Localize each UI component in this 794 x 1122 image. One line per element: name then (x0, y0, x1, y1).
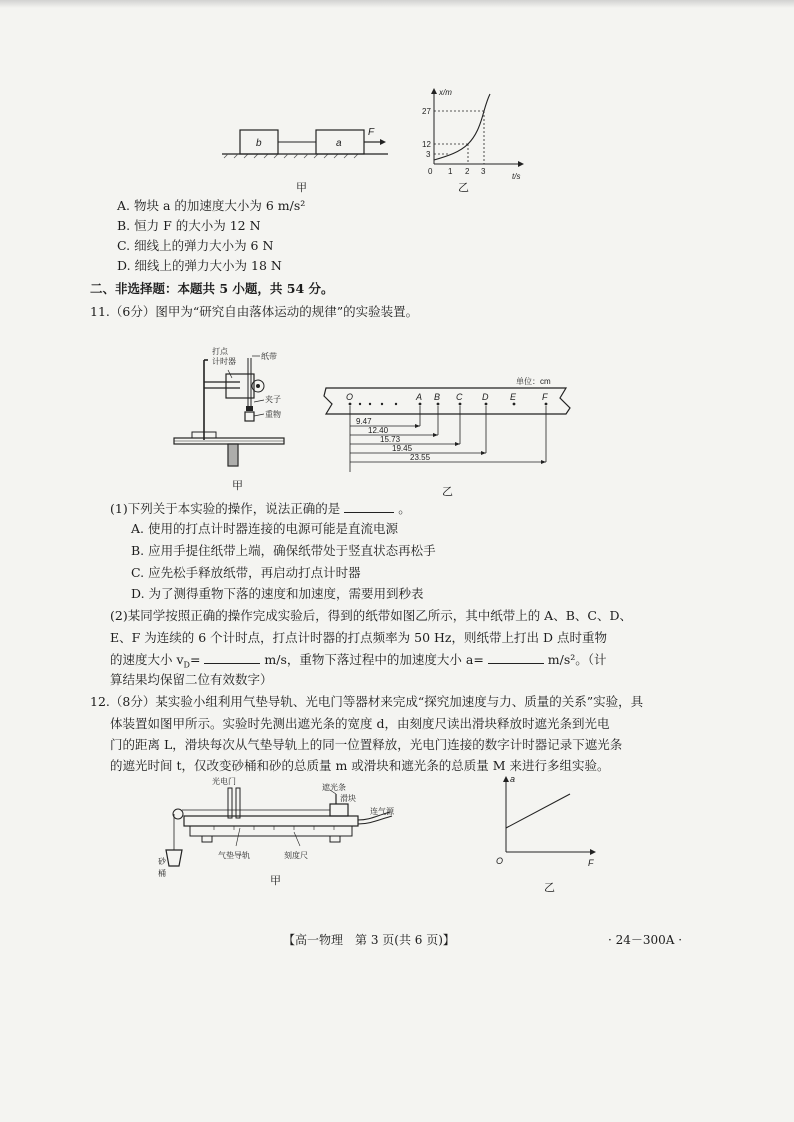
fig-xt-graph (418, 86, 530, 186)
label-rail: 气垫导轨 (218, 851, 250, 860)
q11-part2-line2: E、F 为连续的 6 个计时点，打点计时器的打点频率为 50 Hz，则纸带上打出 D 点时重物 (110, 630, 607, 645)
section-2-heading: 二、非选择题：本题共 5 小题，共 54 分。 (90, 281, 334, 296)
label-sand: 砂 (158, 857, 166, 866)
q11-part1-line (110, 500, 411, 517)
graph-ytick-3: 3 (426, 150, 431, 159)
tape-point-d: D (482, 392, 489, 402)
graph-xtick-1: 1 (448, 167, 453, 176)
graph-ytick-12: 12 (422, 140, 431, 149)
label-b: b (256, 138, 262, 149)
caption-yi-top: 乙 (458, 181, 469, 194)
label-photogate: 光电门 (212, 777, 236, 786)
label-shade: 遮光条 (322, 783, 346, 792)
tape-dist-oe: 23.55 (410, 453, 431, 462)
q12-fig-airtrack (154, 772, 414, 892)
graph-ytick-27: 27 (422, 107, 431, 116)
q11-part1-answer-blank[interactable] (344, 500, 394, 513)
q10-option-a: A. 物块 a 的加速度大小为 6 m/s² (117, 198, 306, 213)
label-bucket: 桶 (158, 869, 166, 878)
q12-line3: 门的距离 L，滑块每次从气垫导轨上的同一位置释放，光电门连接的数字计时器记录下遮光条 (110, 737, 623, 752)
af-origin: O (496, 856, 504, 866)
label-timer-2: 计时器 (212, 357, 236, 366)
tape-dist-ob: 12.40 (368, 426, 389, 435)
q11-title: 11.（6分）图甲为“研究自由落体运动的规律”的实验装置。 (90, 304, 419, 319)
af-x-label: F (588, 858, 594, 868)
graph-xtick-0: 0 (428, 167, 433, 176)
q10-option-c: C. 细线上的弹力大小为 6 N (117, 238, 274, 253)
q11-part2-line3 (110, 651, 607, 674)
q10-option-b: B. 恒力 F 的大小为 12 N (117, 218, 261, 233)
label-ruler: 刻度尺 (284, 851, 308, 860)
label-slider: 滑块 (340, 794, 356, 803)
q11-option-b: B. 应用手提住纸带上端，确保纸带处于竖直状态再松手 (131, 543, 436, 558)
q12-line2: 体装置如图甲所示。实验时先测出遮光条的宽度 d，由刻度尺读出滑块释放时遮光条到光电 (110, 716, 610, 731)
label-tape: 纸带 (261, 352, 277, 361)
q11-part2-eq: = (189, 652, 201, 667)
tape-point-a: A (416, 392, 423, 402)
q12-fig-af-graph (494, 772, 604, 868)
footer-exam-code: · 24－300A · (608, 933, 683, 947)
q11-accel-answer-blank[interactable] (488, 651, 544, 664)
q11-fig-apparatus (168, 330, 290, 480)
tape-point-o: O (346, 392, 354, 402)
q12-caption-yi: 乙 (544, 881, 555, 894)
label-clip: 夹子 (265, 395, 281, 404)
q10-option-d: D. 细线上的弹力大小为 18 N (117, 258, 282, 273)
q11-part2-accel-text: m/s，重物下落过程中的加速度大小 a= (264, 652, 484, 667)
tape-dist-oa: 9.47 (356, 417, 372, 426)
label-timer-1: 打点 (212, 347, 228, 356)
q12-line4: 的遮光时间 t，仅改变砂桶和砂的总质量 m 或滑块和遮光条的总质量 M 来进行多组实验。 (110, 758, 610, 773)
graph-xtick-2: 2 (465, 167, 470, 176)
af-y-label: a (510, 774, 516, 784)
q11-part1-end: 。 (398, 501, 411, 516)
tape-point-e: E (510, 392, 517, 402)
graph-y-label: x/m (439, 88, 452, 97)
fig-blocks (220, 118, 390, 174)
q11-caption-jia: 甲 (232, 479, 243, 492)
graph-x-label: t/s (512, 172, 521, 181)
q11-option-c: C. 应先松手释放纸带，再启动打点计时器 (131, 565, 361, 580)
label-weight: 重物 (265, 410, 281, 419)
q11-caption-yi: 乙 (442, 485, 453, 498)
footer-page-info: 【高一物理 第 3 页(共 6 页)】 (283, 933, 455, 947)
tape-point-b: B (434, 392, 441, 402)
tape-point-c: C (456, 392, 463, 402)
q12-caption-jia: 甲 (270, 874, 281, 887)
q11-part2-vd-sub: D (183, 660, 190, 670)
tape-dist-oc: 15.73 (380, 435, 401, 444)
graph-xtick-3: 3 (481, 167, 486, 176)
q12-line1: 12.（8分）某实验小组利用气垫导轨、光电门等器材来完成“探究加速度与力、质量的关系”实验，具 (90, 694, 644, 709)
q11-fig-tape (320, 376, 576, 476)
label-air-source: 连气源 (370, 807, 394, 816)
q11-part2-vd-text: 的速度大小 v (110, 652, 184, 667)
q11-part2-line1: (2)某同学按照正确的操作完成实验后，得到的纸带如图乙所示，其中纸带上的 A、B、C、D、 (110, 608, 632, 623)
scan-edge (0, 0, 794, 8)
tape-unit: 单位：cm (516, 377, 551, 386)
tape-point-f: F (542, 392, 548, 402)
q11-vd-answer-blank[interactable] (204, 651, 260, 664)
q11-option-a: A. 使用的打点计时器连接的电源可能是直流电源 (131, 521, 398, 536)
caption-jia-top: 甲 (296, 181, 307, 194)
q11-part1-text: (1)下列关于本实验的操作，说法正确的是 (110, 501, 341, 516)
q11-part2-line4: 算结果均保留二位有效数字） (110, 672, 273, 687)
q11-part2-end-text: m/s²。（计 (547, 652, 607, 667)
label-force: F (368, 127, 375, 138)
tape-dist-od: 19.45 (392, 444, 413, 453)
q11-option-d: D. 为了测得重物下落的速度和加速度，需要用到秒表 (131, 586, 424, 601)
label-a: a (336, 138, 342, 149)
